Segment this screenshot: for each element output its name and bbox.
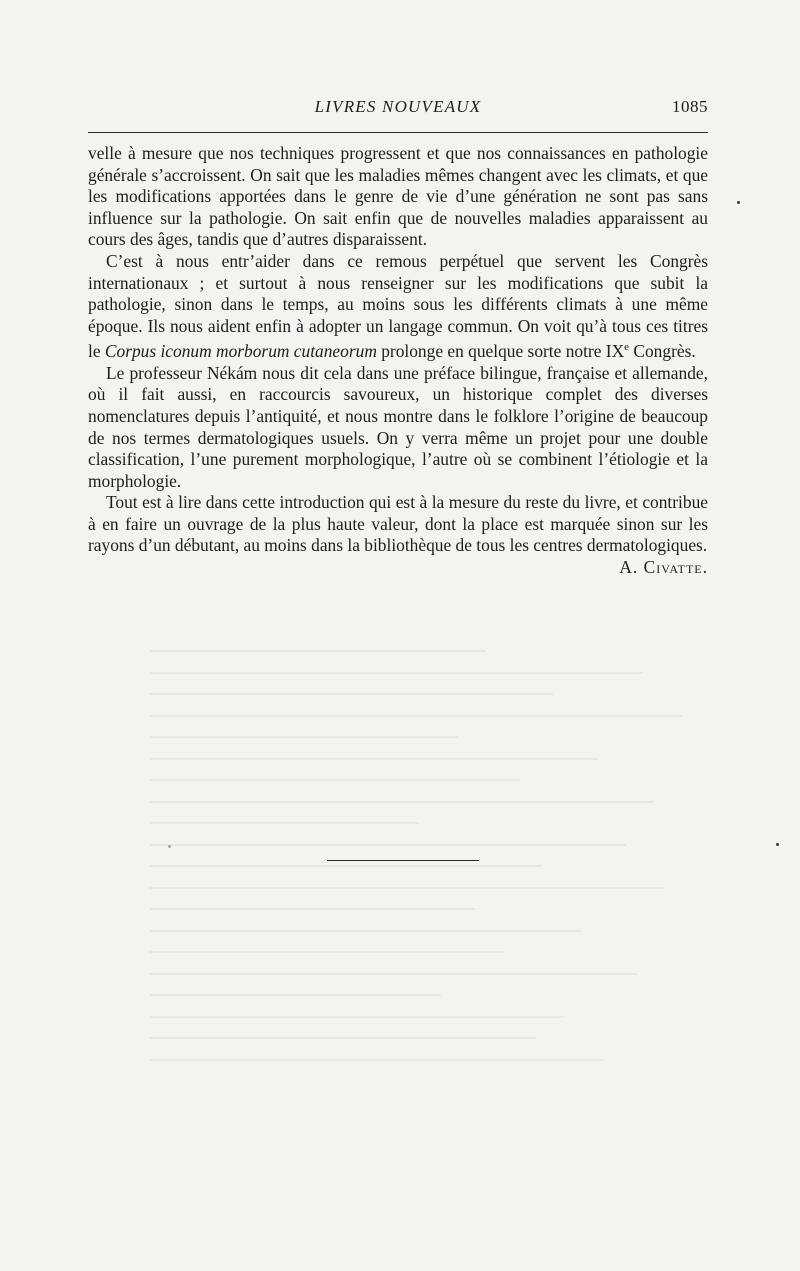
show-through-background bbox=[150, 650, 710, 1130]
paragraph-3: Le professeur Nékám nous dit cela dans une préface bilingue, française et allemande, où il fait aussi, en raccourcis savoureux, un historique complet des diverses nomenclatures depuis l’antiquité, et nous montre dans le folklore l’origine de beaucoup de nos termes dermatologiques usuels. On y verra même un projet pour une double classification, l’une purement morphologique, l’autre où se combinent l’étiologie et la morphologie. bbox=[88, 362, 708, 491]
paper-speck bbox=[776, 843, 779, 846]
author-signature: A. Civatte. bbox=[619, 557, 708, 578]
closing-rule bbox=[327, 860, 479, 861]
header-rule bbox=[88, 132, 708, 133]
paragraph-2 bbox=[88, 251, 708, 363]
ordinal-superscript: e bbox=[624, 341, 630, 354]
paragraph-4 bbox=[88, 492, 708, 578]
page-number: 1085 bbox=[672, 97, 708, 116]
paragraph-2-start: C’est à nous entr’aider dans ce remous perpétuel que servent les Congrès internationaux ; et surtout à nous renseigner sur les modifications que subit la pathologie, sinon dans le temps, au moins sous les différents climats à une même époque. Ils nous aident enfin à adopter un langage commun. On voit qu’à tous ces titres le bbox=[88, 250, 708, 362]
book-title: Corpus iconum morborum cutaneorum bbox=[104, 341, 377, 362]
paper-speck bbox=[737, 201, 740, 204]
paragraph-4-text: Tout est à lire dans cette introduction qui est à la mesure du reste du livre, et contribue à en faire un ouvrage de la plus haute valeur, dont la place est marquée sinon sur les rayons d’un débutant, au moins dans la bibliothèque de tous les centres dermatologiques. bbox=[88, 492, 708, 556]
paragraph-1: velle à mesure que nos techniques progressent et que nos connaissances en pathologie générale s’accroissent. On sait que les maladies mêmes changent avec les climats, et que les modifications apportées dans le genre de vie d’une génération ne sont pas sans influence sur la pathologie. On sait enfin que de nouvelles maladies apparaissent au cours des âges, tandis que d’autres disparaissent. bbox=[88, 143, 708, 250]
article-body bbox=[88, 143, 708, 579]
paragraph-2-end: Congrès. bbox=[629, 341, 696, 362]
running-head bbox=[88, 95, 708, 121]
running-title: LIVRES NOUVEAUX bbox=[314, 97, 482, 116]
paper-speck bbox=[168, 845, 171, 848]
paragraph-2-mid: prolonge en quelque sorte notre IX bbox=[376, 341, 625, 362]
